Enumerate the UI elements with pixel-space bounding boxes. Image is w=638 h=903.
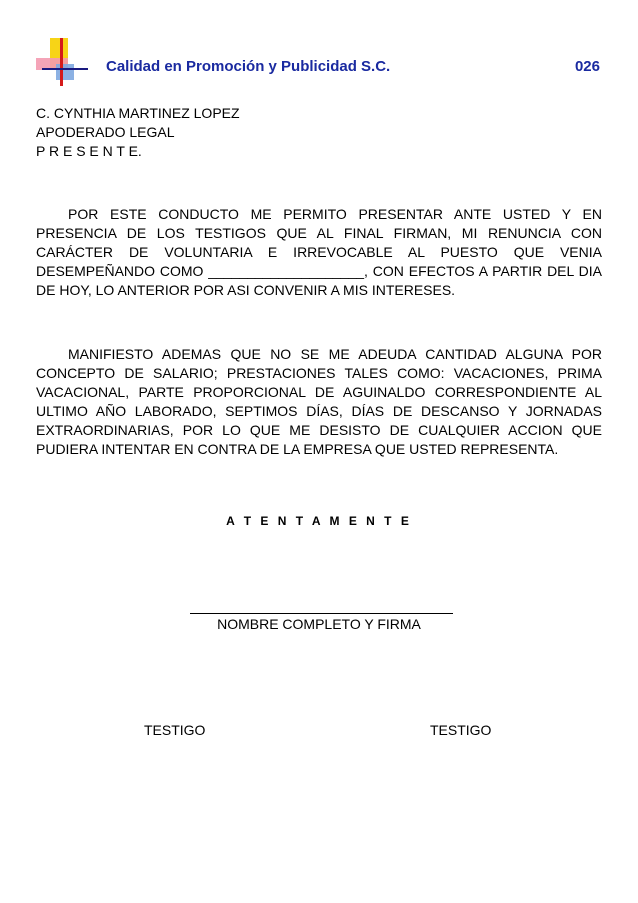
body-paragraph-2-text: MANIFIESTO ADEMAS QUE NO SE ME ADEUDA CANTIDAD ALGUNA POR CONCEPTO DE SALARIO; PRESTACIONES TALES COMO: VACACIONES, PRIMA VACACIONAL, PARTE PROPORCIONAL DE AGUINALDO CORRESPONDIENTE AL ULTIMO AÑO LABORADO, SEPTIMOS DÍAS, DÍAS DE DESCANSO Y JORNADAS EXTRAORDINARIAS, POR LO QUE ME DESISTO DE CUALQUIER ACCION QUE PUDIERA INTENTAR EN CONTRA DE LA EMPRESA QUE USTED REPRESENTA. (36, 346, 602, 457)
recipient-block (36, 104, 602, 161)
header-company-name: Calidad en Promoción y Publicidad S.C. (106, 58, 391, 75)
body-paragraph-1 (36, 205, 602, 300)
header-document-number: 026 (574, 58, 600, 75)
recipient-title: APODERADO LEGAL (36, 124, 175, 140)
signature-line (190, 613, 453, 614)
logo-vertical-line (60, 38, 63, 86)
signature-label: NOMBRE COMPLETO Y FIRMA (217, 616, 421, 632)
closing-atentamente: A T E N T A M E N T E (226, 514, 412, 528)
recipient-name: C. CYNTHIA MARTINEZ LOPEZ (36, 105, 240, 121)
body-paragraph-2 (36, 345, 602, 459)
witness-right-label: TESTIGO (430, 722, 492, 738)
witness-left-label: TESTIGO (144, 722, 206, 738)
company-logo-icon (36, 38, 88, 86)
body-paragraph-1-text: POR ESTE CONDUCTO ME PERMITO PRESENTAR ANTE USTED Y EN PRESENCIA DE LOS TESTIGOS QUE AL FINAL FIRMAN, MI RENUNCIA CON CARÁCTER DE VOLUNTARIA E IRREVOCABLE AL PUESTO QUE VENIA DESEMPEÑANDO COMO ____________________, CON EFECTOS A PARTIR DEL DIA DE HOY, LO ANTERIOR POR ASI CONVENIR A MIS INTERESES. (36, 206, 602, 298)
logo-horizontal-line (42, 68, 88, 70)
logo-blue-block (56, 64, 74, 80)
recipient-presente: P R E S E N T E. (36, 143, 142, 159)
